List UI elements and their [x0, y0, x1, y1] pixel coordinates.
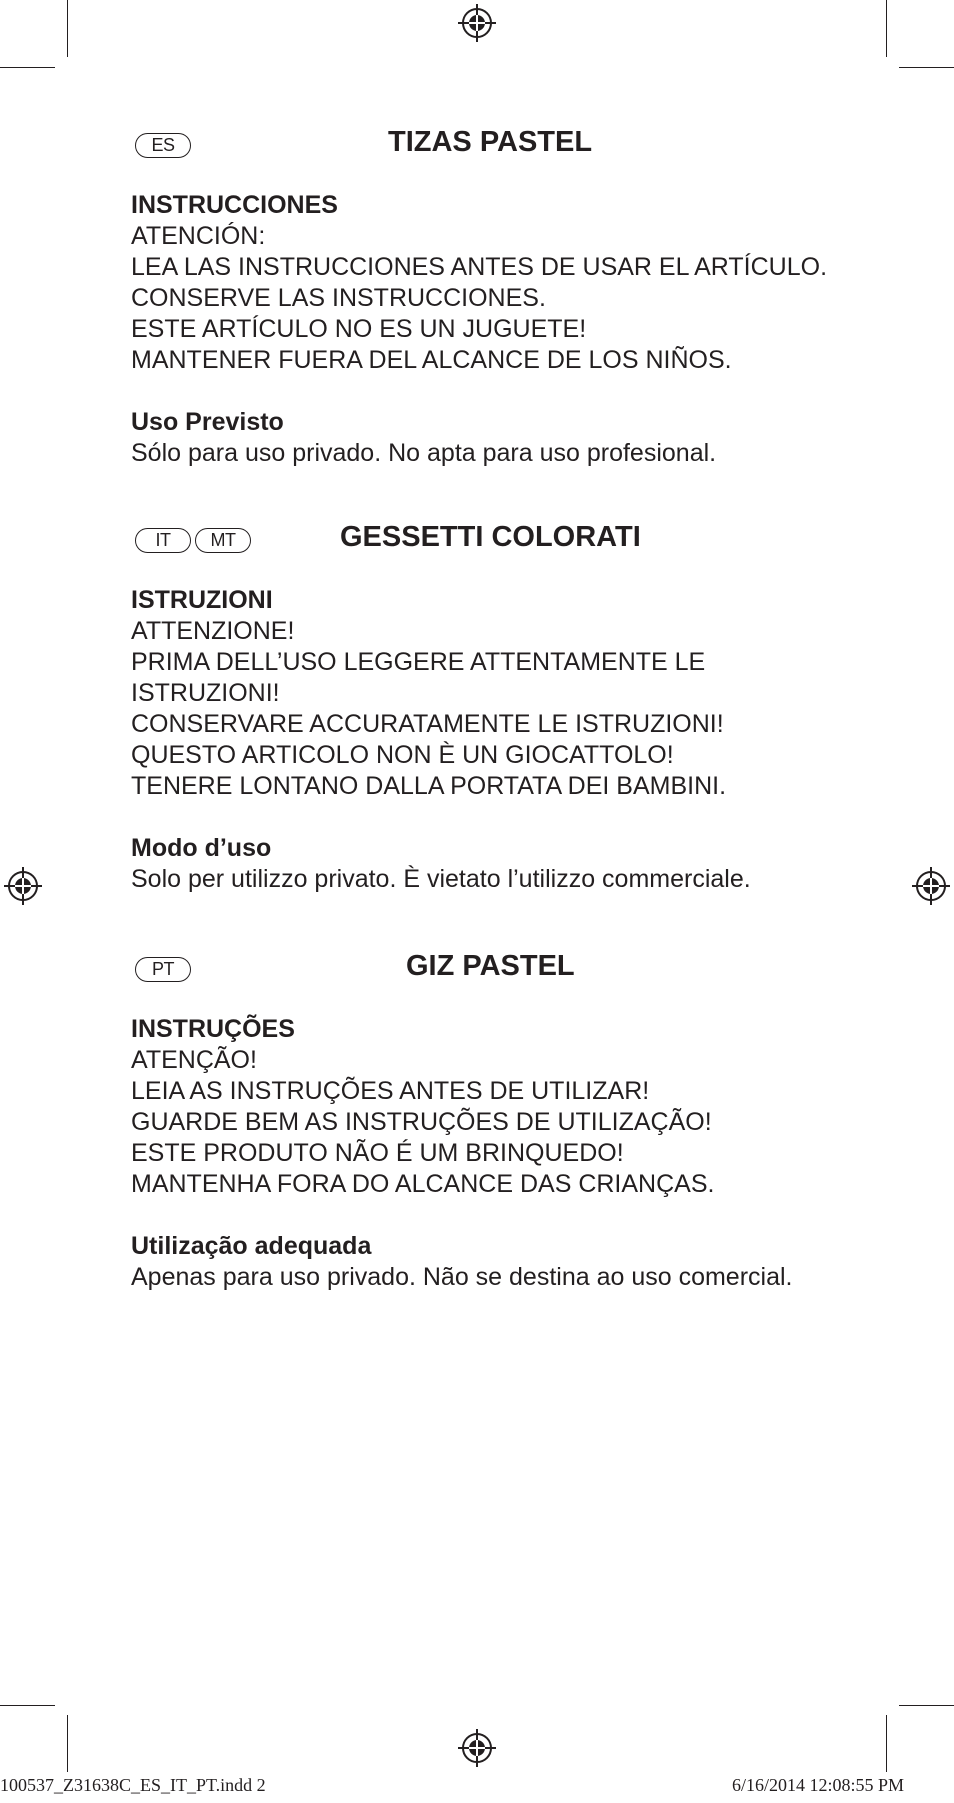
section-it-mt — [131, 517, 891, 895]
section-header — [131, 517, 891, 557]
footer-file-name: 100537_Z31638C_ES_IT_PT.indd 2 — [0, 1775, 266, 1795]
instruction-line: LEIA AS INSTRUÇÕES ANTES DE UTILIZAR! — [131, 1077, 650, 1105]
section-header — [131, 946, 891, 986]
intended-use-heading: Modo d’uso — [131, 834, 272, 862]
crop-mark-top-right — [886, 0, 887, 57]
section-pt — [131, 946, 891, 1293]
crop-mark-bottom-left-h — [0, 1705, 55, 1706]
instruction-line: ATTENZIONE! — [131, 617, 295, 645]
section-title: GESSETTI COLORATI — [340, 521, 641, 553]
instruction-line: ATENCIÓN: — [131, 222, 266, 250]
instruction-line: ISTRUZIONI! — [131, 679, 280, 707]
instructions-heading: INSTRUCCIONES — [131, 191, 338, 219]
intended-use-text: Sólo para uso privado. No apta para uso profesional. — [131, 439, 717, 467]
crop-mark-bottom-right-h — [899, 1705, 954, 1706]
instruction-line: ESTE ARTÍCULO NO ES UN JUGUETE! — [131, 315, 587, 343]
instruction-line: TENERE LONTANO DALLA PORTATA DEI BAMBINI. — [131, 772, 727, 800]
footer-timestamp: 6/16/2014 12:08:55 PM — [732, 1775, 905, 1795]
language-badge-mt: MT — [195, 528, 251, 553]
registration-target-icon — [3, 866, 43, 906]
instruction-line: CONSERVE LAS INSTRUCCIONES. — [131, 284, 546, 312]
crop-mark-bottom-left — [67, 1715, 68, 1772]
crop-mark-bottom-right — [886, 1715, 887, 1772]
language-badge-it: IT — [135, 528, 191, 553]
crop-mark-top-left — [67, 0, 68, 57]
crop-mark-top-right-h — [899, 67, 954, 68]
instruction-line: GUARDE BEM AS INSTRUÇÕES DE UTILIZAÇÃO! — [131, 1108, 712, 1136]
registration-target-icon — [911, 866, 951, 906]
language-badge-es: ES — [135, 133, 191, 158]
instruction-line: MANTENER FUERA DEL ALCANCE DE LOS NIÑOS. — [131, 346, 732, 374]
crop-mark-top-left-h — [0, 67, 55, 68]
registration-target-icon — [457, 3, 497, 43]
language-badge-pt: PT — [135, 957, 191, 982]
instructions-heading: INSTRUÇÕES — [131, 1015, 295, 1043]
instruction-line: ATENÇÃO! — [131, 1046, 257, 1074]
intended-use-heading: Utilização adequada — [131, 1232, 372, 1260]
instruction-line: MANTENHA FORA DO ALCANCE DAS CRIANÇAS. — [131, 1170, 715, 1198]
registration-target-icon — [457, 1728, 497, 1768]
section-title: TIZAS PASTEL — [388, 126, 593, 158]
instruction-line: QUESTO ARTICOLO NON È UN GIOCATTOLO! — [131, 741, 674, 769]
intended-use-text: Solo per utilizzo privato. È vietato l’utilizzo commerciale. — [131, 865, 751, 893]
instruction-line: CONSERVARE ACCURATAMENTE LE ISTRUZIONI! — [131, 710, 724, 738]
intended-use-text: Apenas para uso privado. Não se destina ao uso comercial. — [131, 1263, 793, 1291]
section-header — [131, 122, 891, 162]
instructions-heading: ISTRUZIONI — [131, 586, 273, 614]
instruction-line: PRIMA DELL’USO LEGGERE ATTENTAMENTE LE — [131, 648, 706, 676]
section-title: GIZ PASTEL — [406, 950, 575, 982]
intended-use-heading: Uso Previsto — [131, 408, 284, 436]
section-es — [131, 122, 891, 469]
instruction-line: ESTE PRODUTO NÃO É UM BRINQUEDO! — [131, 1139, 624, 1167]
instruction-line: LEA LAS INSTRUCCIONES ANTES DE USAR EL ARTÍCULO. — [131, 253, 828, 281]
